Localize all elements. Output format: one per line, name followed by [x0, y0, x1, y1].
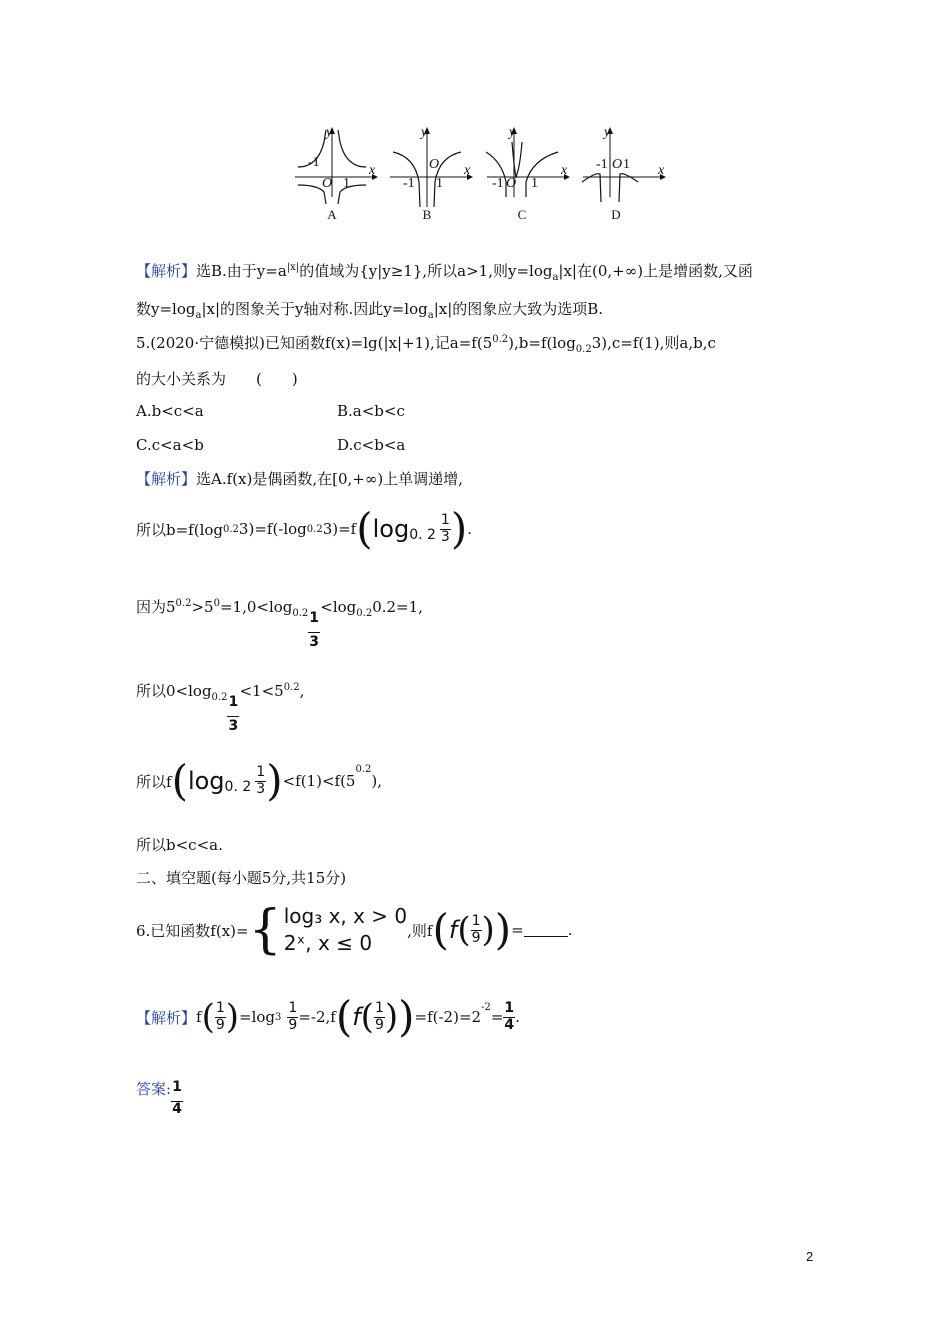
q5-solution-line2: 所以b=f(log 0.2 3)=f(-log 0.2 3)=f ( log 0. 2 $\frac{1}{3}$ ) . — [136, 504, 473, 553]
q5-solution-line1: 【解析】选A.f(x)是偶函数,在[0,+∞)上单调递增, — [136, 470, 463, 488]
graph-b-y-axis: y — [421, 125, 428, 140]
graph-c-tick-neg: -1 — [492, 176, 504, 191]
q5-solution-line6: 所以b<c<a. — [136, 836, 223, 854]
graph-a-y-axis: y — [326, 125, 333, 140]
q5-option-d: D.c<b<a — [337, 436, 406, 454]
solution-tag: 【解析】 — [136, 262, 197, 280]
graph-d-y-axis: y — [604, 125, 611, 140]
q4-solution-line2: 数$y=\log_a|x|$的图象关于y轴对称.因此$y=\log_a|x|$的图象应大致为选项B. — [136, 300, 604, 321]
q5-option-a: A.b<c<a — [136, 402, 204, 420]
graph-c-y-axis: y — [509, 125, 516, 140]
graph-b-tick-neg: -1 — [403, 176, 415, 191]
q4-solution-line1: 【解析】选B.由于$y=a^{|x|}$的值域为{y|y≥1},所以a>1,则$y=\log_a|x|$在(0,+∞)上是增函数,又函 — [136, 262, 753, 283]
piecewise-brace: { — [248, 900, 282, 960]
q5-solution-line5: 所以f ( log 0. 2 $\frac{1}{3}$ ) <f(1)<f(5 $^{0.2}$ ), — [136, 756, 382, 805]
q6-solution: 【解析】 f ( $\frac{1}{9}$ ) =log 3 $\frac{1}{9}$ =-2,f ( f ( $\frac{1}{9}$ ) ) =f(-2)=2 $^{-2}$ = $\frac{1}{4}$ . — [136, 992, 520, 1041]
fraction-one-ninth: $\frac{1}{9}$ — [215, 1000, 225, 1033]
q5-option-c: C.c<a<b — [136, 436, 204, 454]
solution-tag: 【解析】 — [136, 470, 197, 488]
q5-solution-line4: 所以$0<\log_{0.2}$ $\frac{1}{3}$ $<1<5^{0.2}$, — [136, 682, 305, 734]
fraction-one-third: $\frac{1}{3}$ — [440, 512, 450, 545]
graph-a-tick-neg: -1 — [308, 155, 320, 170]
graph-d-caption: D — [611, 207, 621, 222]
q5-option-b: B.a<b<c — [337, 402, 405, 420]
graph-c-origin: O — [506, 176, 517, 191]
graph-a-caption: A — [327, 207, 337, 222]
graph-a-tick-pos: 1 — [343, 176, 350, 191]
q5-stem-line1: 5.(2020·宁德模拟)已知函数f(x)=lg(|x|+1),记$a=f(5^{0.2}),b=f(\log_{0.2}3),c=f(1)$,则a,b,c — [136, 334, 716, 355]
graph-b-x-axis: x — [464, 163, 471, 178]
q5-solution-line3: 因为$5^{0.2}>5^0=1,0<\log_{0.2}$ $\frac{1}{3}$ $<\log_{0.2}0.2=1$, — [136, 598, 423, 650]
answer-blank — [524, 924, 568, 937]
graph-d-x-axis: x — [658, 163, 665, 178]
graph-c-caption: C — [517, 207, 527, 222]
fraction-one-ninth: $\frac{1}{9}$ — [374, 1000, 384, 1033]
graph-a-x-axis: x — [369, 163, 376, 178]
q6-stem: 6.已知函数f(x)= { log₃ x, x > 0 2ˣ, x ≤ 0 ,则f ( f ( $\frac{1}{9}$ ) ) = . — [136, 900, 573, 960]
answer-fraction: $\frac{1}{4}$ — [172, 1079, 182, 1118]
graph-c-tick-pos: 1 — [531, 176, 538, 191]
piecewise-cases: log₃ x, x > 0 2ˣ, x ≤ 0 — [283, 904, 408, 955]
q5-stem-line2: 的大小关系为 ( ) — [136, 370, 298, 388]
solution-tag: 【解析】 — [136, 1008, 197, 1027]
fraction-one-ninth: $\frac{1}{9}$ — [471, 913, 481, 946]
answer-label: 答案: — [136, 1080, 172, 1098]
graph-b-caption: B — [422, 207, 432, 222]
graph-b-tick-pos: 1 — [436, 176, 443, 191]
fraction-one-ninth: $\frac{1}{9}$ — [288, 1000, 298, 1033]
graph-d-origin: O — [612, 157, 623, 172]
graph-a-origin: O — [322, 176, 333, 191]
fraction-one-quarter: $\frac{1}{4}$ — [504, 1000, 515, 1033]
graph-b-origin: O — [429, 157, 440, 172]
graph-d-tick-pos: 1 — [623, 157, 630, 172]
page-number: 2 — [806, 1249, 814, 1264]
graph-c-x-axis: x — [561, 163, 568, 178]
section-heading-fill-in: 二、填空题(每小题5分,共15分) — [136, 869, 347, 887]
option-graphs — [290, 122, 670, 227]
graph-d-tick-neg: -1 — [596, 157, 608, 172]
fraction-one-third: $\frac{1}{3}$ — [256, 764, 266, 797]
answer-line — [136, 1078, 183, 1118]
